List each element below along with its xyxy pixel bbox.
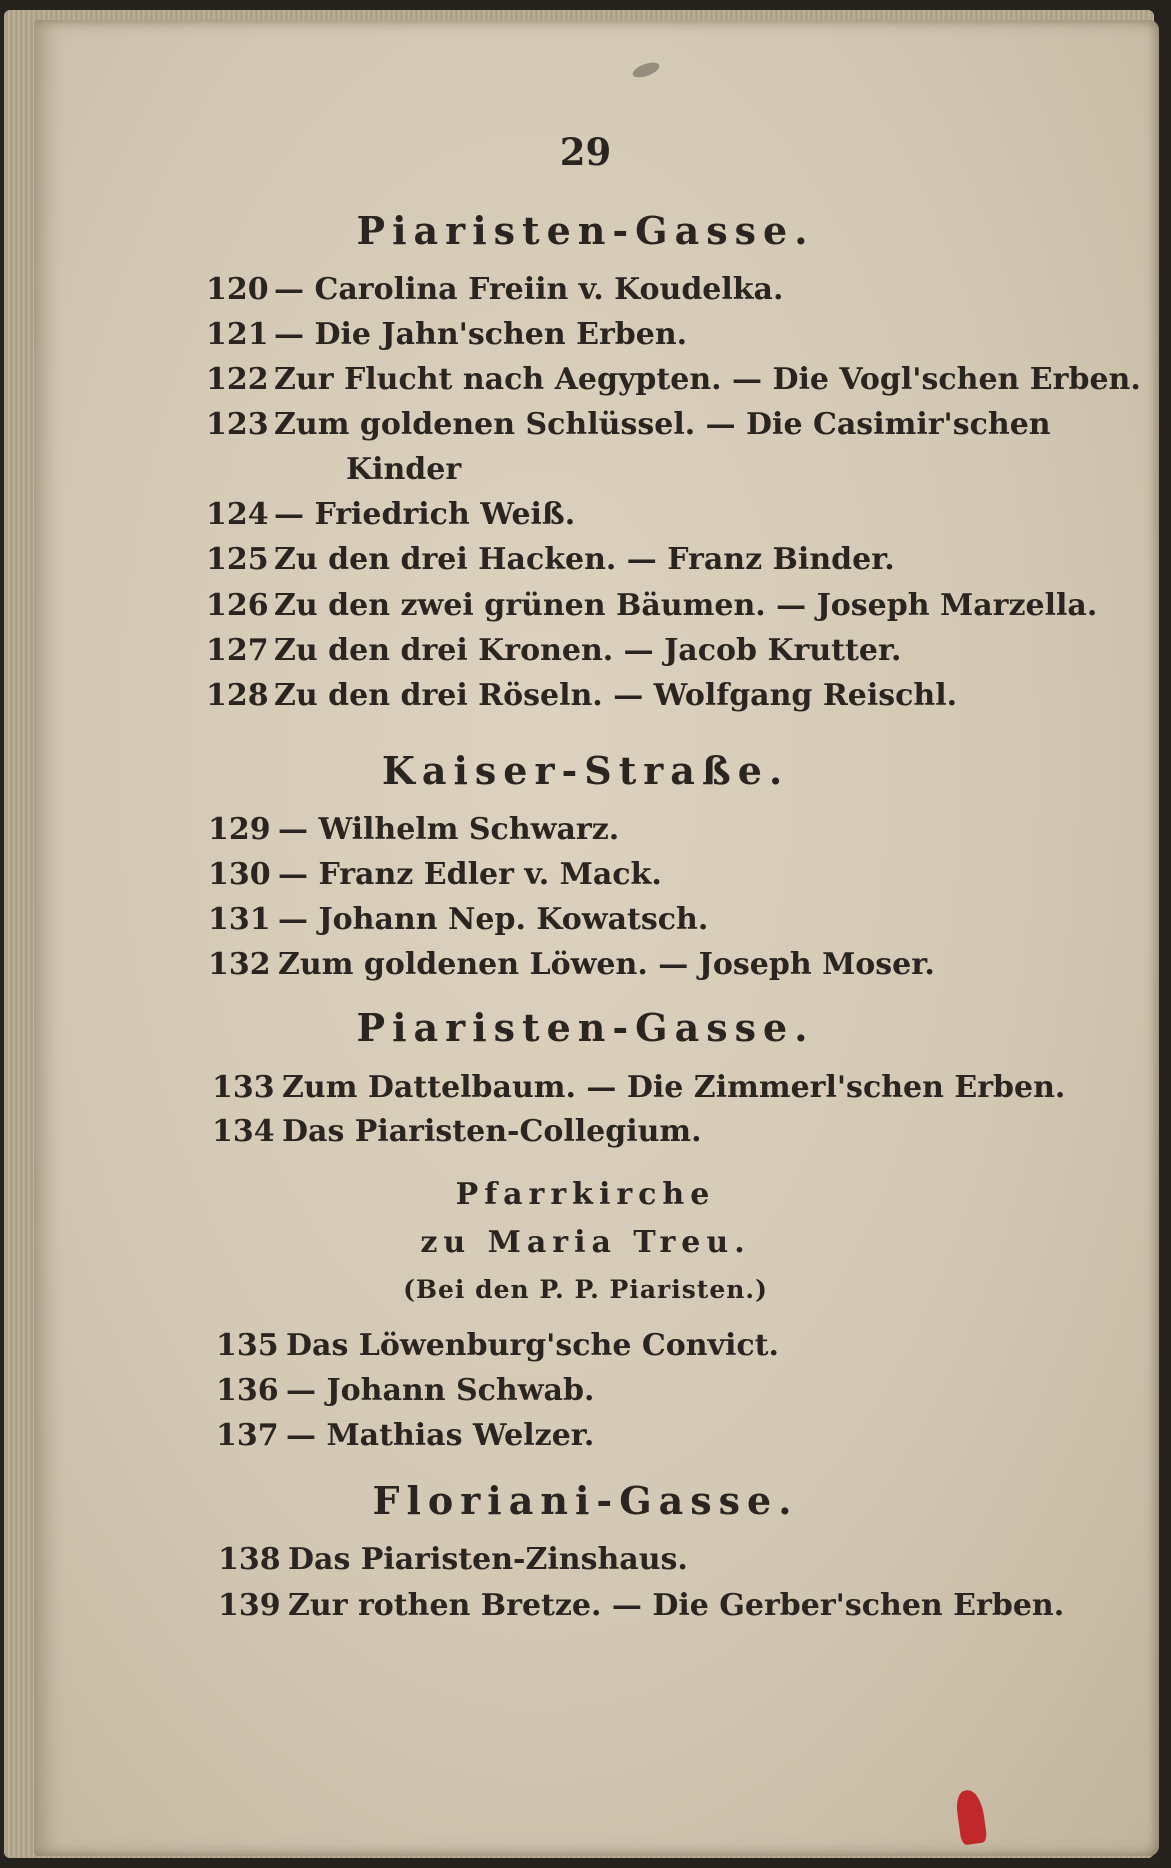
entry-text: Das Piaristen-Zinshaus. xyxy=(288,1542,688,1577)
entry-number: 120 xyxy=(206,272,269,307)
entry-number: 126 xyxy=(206,588,269,623)
entry-row xyxy=(0,812,1171,856)
section-heading: Floriani-Gasse. xyxy=(372,1478,799,1523)
entry-number: 133 xyxy=(212,1070,275,1105)
entry-row xyxy=(0,857,1171,901)
entry-number: 125 xyxy=(206,542,269,577)
church-heading-line1: Pfarrkirche xyxy=(455,1177,716,1212)
entry-number: 123 xyxy=(206,407,269,442)
entry-row xyxy=(0,1070,1171,1114)
entry-text: Zur Flucht nach Aegypten. — Die Vogl'schen Erben. xyxy=(274,362,1141,397)
entry-number: 121 xyxy=(206,317,269,352)
entry-text: Zu den drei Röseln. — Wolfgang Reischl. xyxy=(274,678,958,713)
church-heading-note: (Bei den P. P. Piaristen.) xyxy=(403,1275,768,1304)
entry-number: 129 xyxy=(208,812,271,847)
page-number: 29 xyxy=(559,130,612,174)
church-heading-line2: zu Maria Treu. xyxy=(420,1225,751,1260)
entry-text: — Johann Schwab. xyxy=(286,1373,595,1408)
entry-row xyxy=(0,407,1171,451)
entry-text: Zu den drei Hacken. — Franz Binder. xyxy=(274,542,895,577)
entry-number: 130 xyxy=(208,857,271,892)
section-heading: Kaiser-Straße. xyxy=(381,748,790,793)
section-heading: Piaristen-Gasse. xyxy=(356,1005,815,1050)
entry-number: 136 xyxy=(216,1373,279,1408)
entry-continuation xyxy=(0,452,1171,496)
entry-text: — Carolina Freiin v. Koudelka. xyxy=(274,272,784,307)
entry-text: — Franz Edler v. Mack. xyxy=(278,857,662,892)
entry-text: Zu den drei Kronen. — Jacob Krutter. xyxy=(274,633,902,668)
entry-row xyxy=(0,317,1171,361)
section-heading: Piaristen-Gasse. xyxy=(356,208,815,253)
entry-row xyxy=(0,1542,1171,1586)
entry-text-continued: Kinder xyxy=(346,452,462,487)
entry-row xyxy=(0,1373,1171,1417)
entry-row xyxy=(0,902,1171,946)
entry-row xyxy=(0,1418,1171,1462)
entry-row xyxy=(0,1588,1171,1632)
entry-number: 137 xyxy=(216,1418,279,1453)
entry-row xyxy=(0,272,1171,316)
entry-number: 124 xyxy=(206,497,269,532)
entry-text: Zum Dattelbaum. — Die Zimmerl'schen Erben. xyxy=(282,1070,1066,1105)
entry-text: — Mathias Welzer. xyxy=(286,1418,595,1453)
entry-number: 127 xyxy=(206,633,269,668)
entry-row xyxy=(0,1328,1171,1372)
entry-row xyxy=(0,497,1171,541)
entry-text: — Die Jahn'schen Erben. xyxy=(274,317,688,352)
entry-text: Zum goldenen Löwen. — Joseph Moser. xyxy=(278,947,935,982)
entry-text: Zur rothen Bretze. — Die Gerber'schen Erben. xyxy=(288,1588,1065,1623)
entry-text: Das Löwenburg'sche Convict. xyxy=(286,1328,779,1363)
entry-number: 122 xyxy=(206,362,269,397)
entry-number: 138 xyxy=(218,1542,281,1577)
entry-text: — Wilhelm Schwarz. xyxy=(278,812,620,847)
entry-text: — Johann Nep. Kowatsch. xyxy=(278,902,709,937)
entry-row xyxy=(0,947,1171,991)
entry-text: — Friedrich Weiß. xyxy=(274,497,576,532)
entry-text: Zum goldenen Schlüssel. — Die Casimir'schen xyxy=(274,407,1051,442)
entry-row xyxy=(0,633,1171,677)
entry-text: Das Piaristen-Collegium. xyxy=(282,1114,702,1149)
entry-number: 128 xyxy=(206,678,269,713)
entry-number: 132 xyxy=(208,947,271,982)
entry-number: 134 xyxy=(212,1114,275,1149)
entry-text: Zu den zwei grünen Bäumen. — Joseph Marzella. xyxy=(274,588,1098,623)
entry-number: 135 xyxy=(216,1328,279,1363)
entry-row xyxy=(0,542,1171,586)
entry-row xyxy=(0,1114,1171,1158)
entry-row xyxy=(0,588,1171,632)
entry-number: 139 xyxy=(218,1588,281,1623)
entry-row xyxy=(0,678,1171,722)
entry-number: 131 xyxy=(208,902,271,937)
entry-row xyxy=(0,362,1171,406)
